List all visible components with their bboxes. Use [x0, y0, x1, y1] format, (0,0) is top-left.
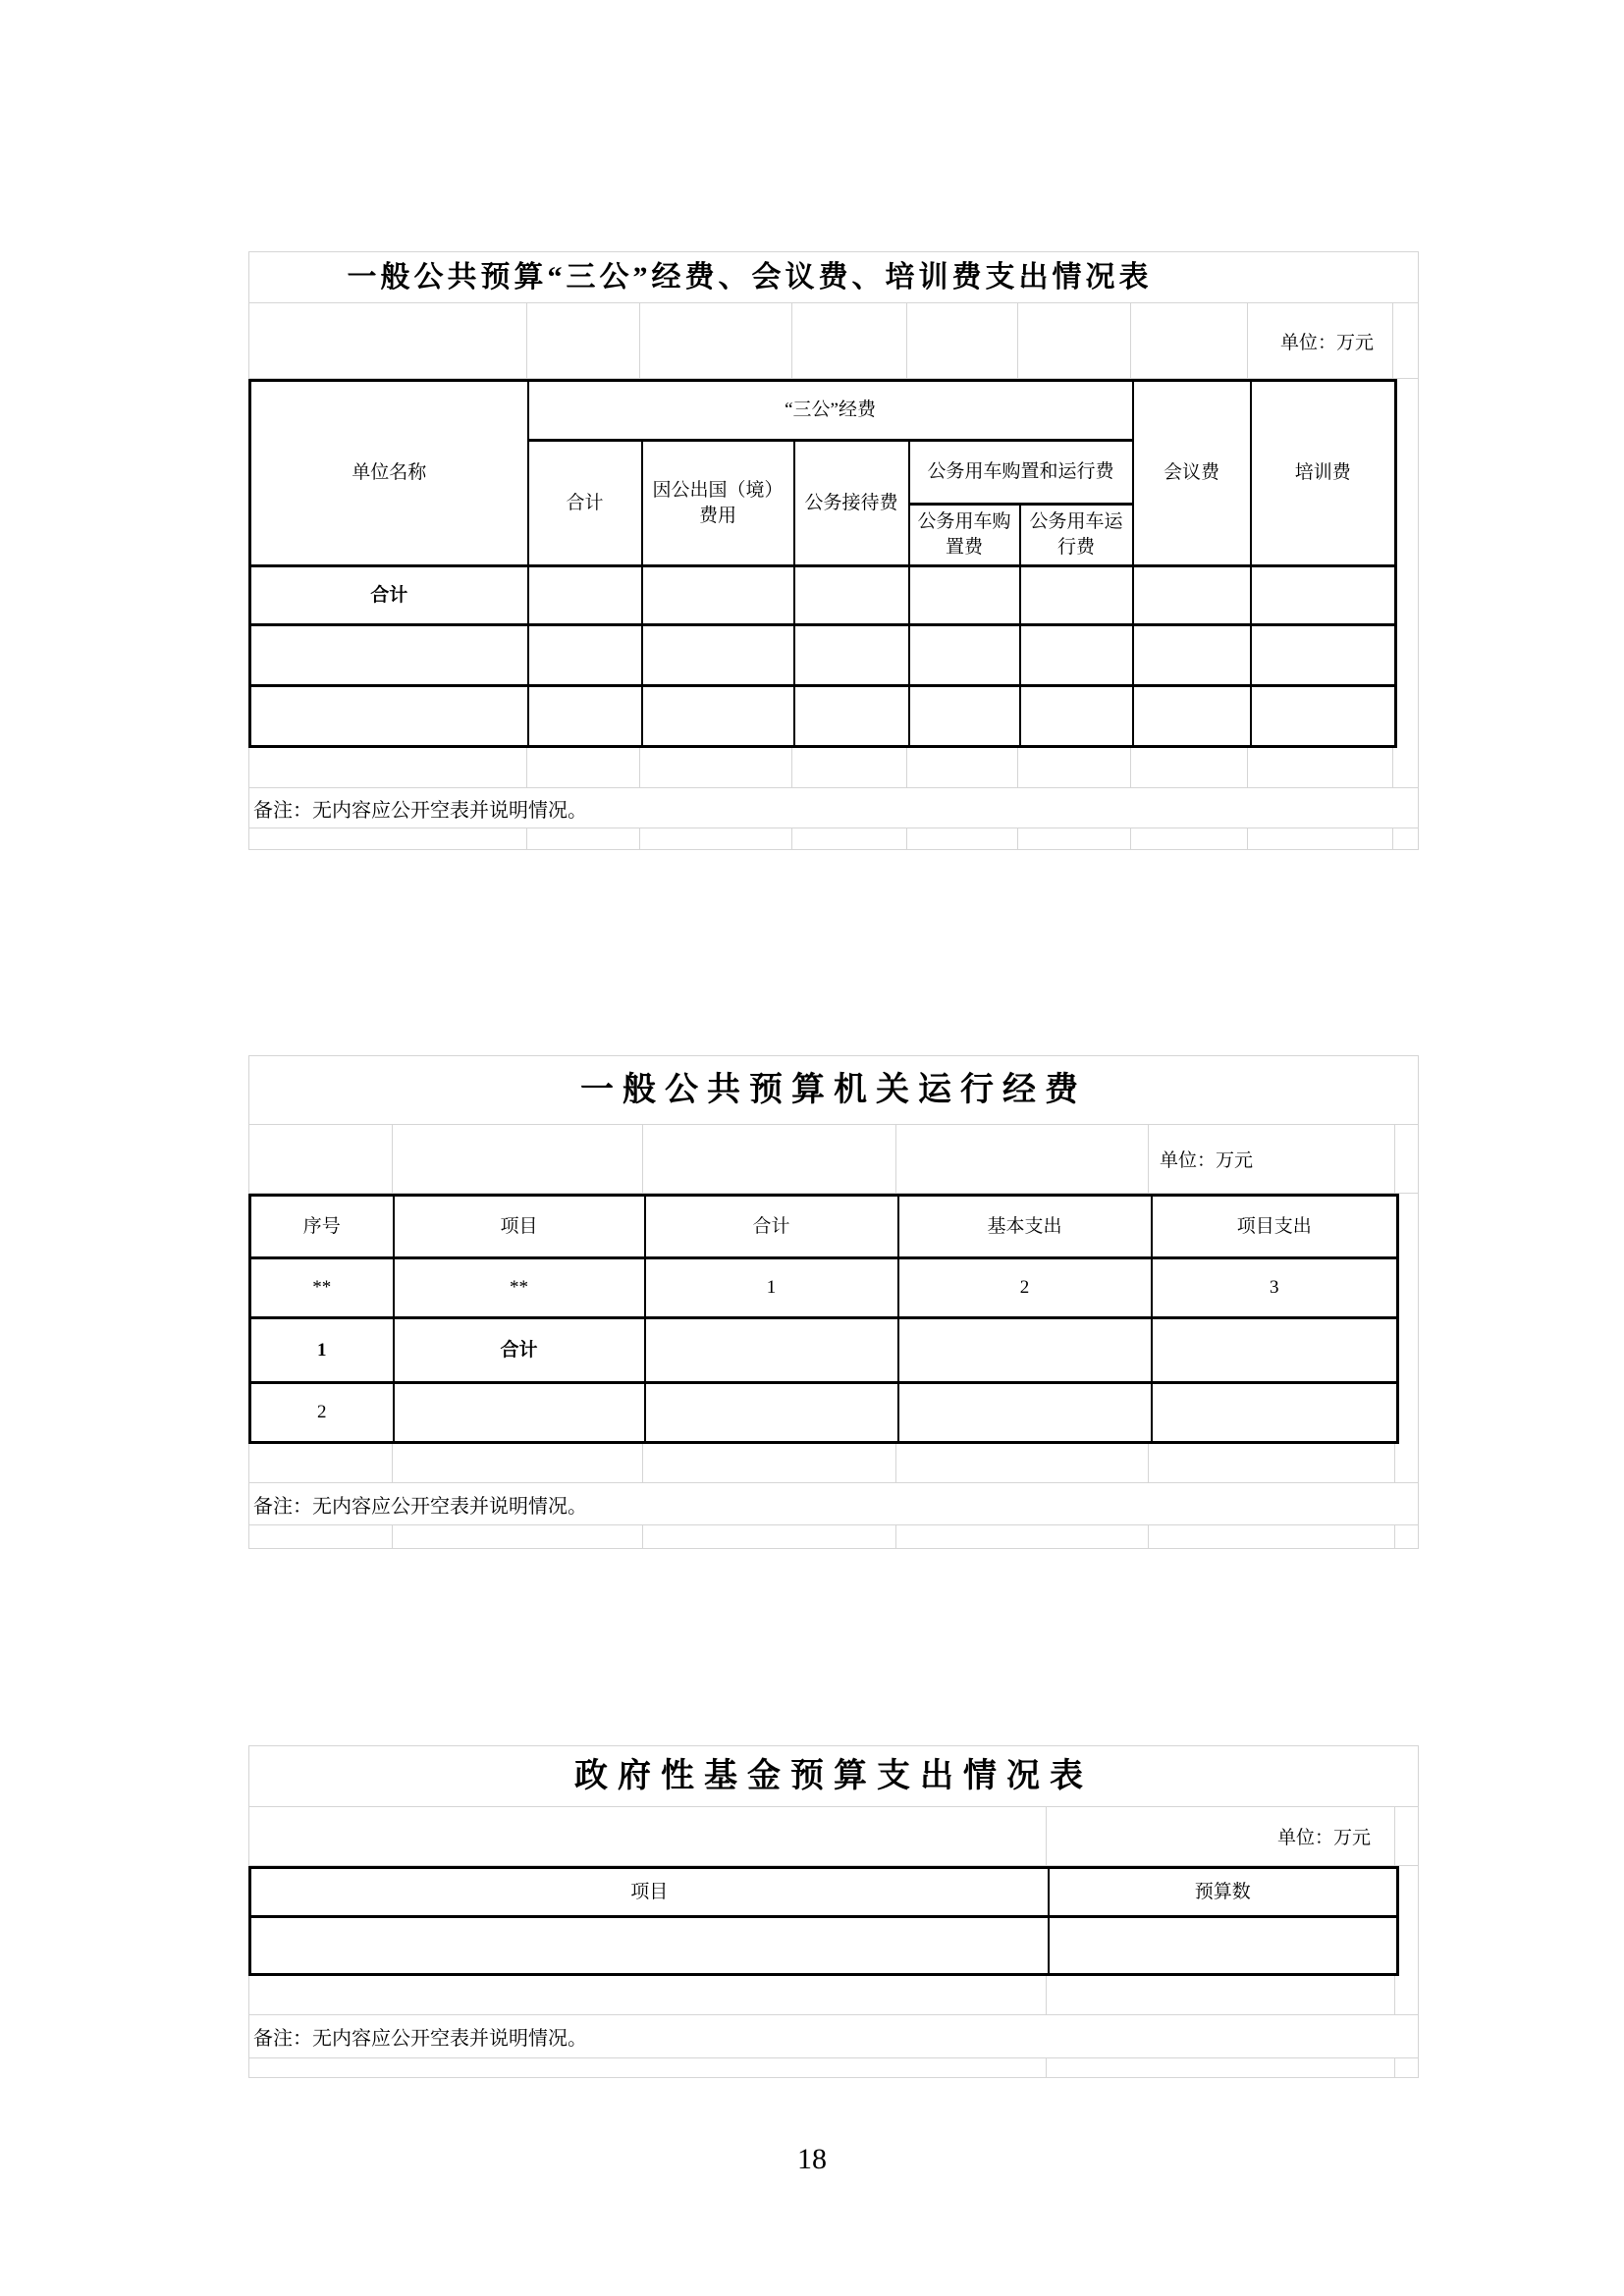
- header-total: 合计: [528, 441, 642, 566]
- operating-unit-row: [248, 1125, 1419, 1194]
- empty-data-cell: [1251, 566, 1396, 625]
- grid-spacer-cell: [527, 828, 641, 849]
- total-row: [250, 566, 1396, 625]
- grid-spacer-cell: [249, 1444, 393, 1482]
- header-training: 培训费: [1251, 381, 1396, 566]
- grid-strip: [1397, 379, 1418, 748]
- code-row: [250, 1258, 1398, 1318]
- three-public-table-title: 一般公共预算“三公”经费、会议费、培训费支出情况表: [347, 261, 1153, 294]
- code-cell: 2: [898, 1258, 1152, 1318]
- grid-spacer-cell: [907, 748, 1018, 787]
- header-budget: 预算数: [1049, 1868, 1398, 1917]
- header-item: 项目: [250, 1868, 1049, 1917]
- grid-spacer-row: [248, 1444, 1419, 1483]
- header-abroad: 因公出国（境）费用: [642, 441, 794, 566]
- header-meeting: 会议费: [1133, 381, 1251, 566]
- empty-data-cell: [794, 625, 909, 686]
- three-public-unit-row: [248, 303, 1419, 379]
- three-public-table-block: [248, 251, 1419, 850]
- grid-spacer-cell: [1393, 303, 1418, 378]
- empty-row: [250, 686, 1396, 747]
- grid-spacer-cell: [393, 1125, 644, 1193]
- row-item: 合计: [394, 1318, 645, 1383]
- operating-table-block: [248, 1055, 1419, 1549]
- header-project: 项目支出: [1152, 1196, 1398, 1258]
- grid-spacer-cell: [1395, 1444, 1418, 1482]
- code-cell: **: [250, 1258, 394, 1318]
- header-total: 合计: [645, 1196, 898, 1258]
- grid-spacer-cell: [1395, 1125, 1418, 1193]
- empty-data-cell: [909, 566, 1020, 625]
- grid-spacer-cell: [1395, 2058, 1418, 2077]
- header-row: [250, 1196, 1398, 1258]
- empty-data-cell: [1251, 625, 1396, 686]
- header-item: 项目: [394, 1196, 645, 1258]
- grid-spacer-cell: [1149, 1444, 1395, 1482]
- header-reception: 公务接待费: [794, 441, 909, 566]
- grid-spacer-cell: [1018, 748, 1131, 787]
- empty-data-cell: [528, 625, 642, 686]
- empty-data-cell: [528, 566, 642, 625]
- grid-spacer-cell: [1395, 1976, 1418, 2014]
- three-public-unit-label: 单位：万元: [1279, 332, 1374, 353]
- empty-data-cell: [909, 686, 1020, 747]
- grid-spacer-cell: [907, 828, 1018, 849]
- grid-spacer-cell: [249, 828, 527, 849]
- fund-table-wrap: [248, 1866, 1419, 1976]
- grid-spacer-cell: [1131, 303, 1249, 378]
- empty-data-cell: [898, 1318, 1152, 1383]
- grid-spacer-cell: [393, 1444, 644, 1482]
- grid-tail-row: [248, 2058, 1419, 2078]
- grid-spacer-cell: [907, 303, 1018, 378]
- grid-spacer-cell: [896, 1125, 1150, 1193]
- grid-spacer-cell: [1131, 748, 1249, 787]
- grid-spacer-cell: [792, 748, 907, 787]
- grid-spacer-cell: [1395, 1807, 1418, 1865]
- grid-spacer-cell: [249, 748, 527, 787]
- grid-spacer-cell: [1047, 2058, 1395, 2077]
- three-public-table-wrap: [248, 379, 1419, 748]
- grid-spacer-cell: [249, 1525, 393, 1548]
- header-san-gong-group: “三公”经费: [528, 381, 1133, 441]
- page-number: 18: [797, 2143, 827, 2175]
- empty-data-cell: [794, 686, 909, 747]
- empty-data-cell: [528, 686, 642, 747]
- operating-table: [248, 1194, 1399, 1444]
- empty-data-cell: [642, 566, 794, 625]
- grid-spacer-cell: [1393, 748, 1418, 787]
- fund-table-title-row: [248, 1746, 1419, 1807]
- grid-spacer-cell: [643, 1444, 896, 1482]
- header-row-1: [250, 381, 1396, 441]
- grid-spacer-cell: [896, 1444, 1150, 1482]
- three-public-table-title-row: [248, 252, 1419, 303]
- grid-spacer-cell: [896, 1525, 1150, 1548]
- grid-spacer-cell: [1018, 828, 1131, 849]
- grid-spacer-cell: [1047, 1976, 1395, 2014]
- grid-spacer-cell: [249, 2058, 1047, 2077]
- header-basic: 基本支出: [898, 1196, 1152, 1258]
- grid-spacer-cell: [1393, 828, 1418, 849]
- empty-data-cell: [794, 566, 909, 625]
- grid-spacer-cell: [643, 1125, 896, 1193]
- operating-note-row: [248, 1483, 1419, 1525]
- code-cell: 1: [645, 1258, 898, 1318]
- grid-strip: [1399, 1194, 1418, 1444]
- grid-spacer-cell: [249, 303, 527, 378]
- grid-spacer-cell: [1131, 828, 1249, 849]
- row-seq: 1: [250, 1318, 394, 1383]
- total-row: [250, 1318, 1398, 1383]
- three-public-table: [248, 379, 1397, 748]
- grid-spacer-cell: [640, 303, 792, 378]
- empty-data-cell: [1020, 566, 1133, 625]
- header-vehicle-group: 公务用车购置和运行费: [909, 441, 1133, 505]
- total-row-label: 合计: [250, 566, 528, 625]
- fund-table: [248, 1866, 1399, 1976]
- grid-spacer-row: [248, 1976, 1419, 2015]
- empty-data-cell: [645, 1383, 898, 1443]
- header-row: [250, 1868, 1398, 1917]
- operating-note: 备注：无内容应公开空表并说明情况。: [253, 1495, 587, 1518]
- header-vehicle-purchase: 公务用车购置费: [909, 505, 1020, 566]
- grid-spacer-cell: [792, 828, 907, 849]
- grid-spacer-cell: [792, 303, 907, 378]
- grid-strip: [1399, 1866, 1418, 1976]
- empty-data-cell: [1152, 1383, 1398, 1443]
- fund-table-title: 政府性基金预算支出情况表: [574, 1758, 1093, 1794]
- grid-spacer-cell: [1395, 1525, 1418, 1548]
- row-seq: 2: [250, 1383, 394, 1443]
- empty-data-cell: [642, 625, 794, 686]
- code-cell: **: [394, 1258, 645, 1318]
- empty-data-cell: [898, 1383, 1152, 1443]
- grid-spacer-cell: [249, 1807, 1047, 1865]
- grid-tail-row: [248, 828, 1419, 850]
- empty-data-cell: [1020, 686, 1133, 747]
- fund-unit-row: [248, 1807, 1419, 1866]
- header-vehicle-operation: 公务用车运行费: [1020, 505, 1133, 566]
- empty-row: [250, 625, 1396, 686]
- grid-spacer-cell: [1018, 303, 1131, 378]
- header-seq: 序号: [250, 1196, 394, 1258]
- grid-spacer-cell: [1149, 1525, 1395, 1548]
- grid-spacer-cell: [640, 748, 792, 787]
- empty-data-cell: [1152, 1318, 1398, 1383]
- grid-spacer-cell: [640, 828, 792, 849]
- grid-spacer-cell: [527, 748, 641, 787]
- empty-data-cell: [250, 686, 528, 747]
- grid-spacer-cell: [249, 1976, 1047, 2014]
- empty-data-cell: [1020, 625, 1133, 686]
- grid-spacer-cell: [249, 1125, 393, 1193]
- fund-table-block: [248, 1745, 1419, 2078]
- empty-data-cell: [642, 686, 794, 747]
- grid-spacer-cell: [393, 1525, 644, 1548]
- fund-unit-label: 单位：万元: [1276, 1828, 1371, 1848]
- empty-data-cell: [250, 625, 528, 686]
- three-public-note: 备注：无内容应公开空表并说明情况。: [253, 799, 587, 822]
- grid-tail-row: [248, 1525, 1419, 1549]
- row-item: [394, 1383, 645, 1443]
- data-row: [250, 1383, 1398, 1443]
- fund-note-row: [248, 2015, 1419, 2058]
- grid-spacer-cell: [643, 1525, 896, 1548]
- empty-data-cell: [1133, 566, 1251, 625]
- empty-row: [250, 1917, 1398, 1975]
- operating-table-title-row: [248, 1056, 1419, 1125]
- grid-spacer-cell: [1248, 828, 1393, 849]
- empty-data-cell: [909, 625, 1020, 686]
- grid-spacer-cell: [527, 303, 641, 378]
- empty-data-cell: [1251, 686, 1396, 747]
- empty-data-cell: [645, 1318, 898, 1383]
- operating-table-title: 一般公共预算机关运行经费: [580, 1072, 1087, 1108]
- empty-data-cell: [1049, 1917, 1398, 1975]
- fund-note: 备注：无内容应公开空表并说明情况。: [253, 2028, 587, 2050]
- code-cell: 3: [1152, 1258, 1398, 1318]
- grid-spacer-cell: [1248, 748, 1393, 787]
- empty-data-cell: [1133, 625, 1251, 686]
- empty-data-cell: [1133, 686, 1251, 747]
- header-unit-name: 单位名称: [250, 381, 528, 566]
- three-public-note-row: [248, 788, 1419, 828]
- empty-data-cell: [250, 1917, 1049, 1975]
- operating-table-wrap: [248, 1194, 1419, 1444]
- operating-unit-label: 单位：万元: [1160, 1150, 1254, 1171]
- grid-spacer-row: [248, 748, 1419, 788]
